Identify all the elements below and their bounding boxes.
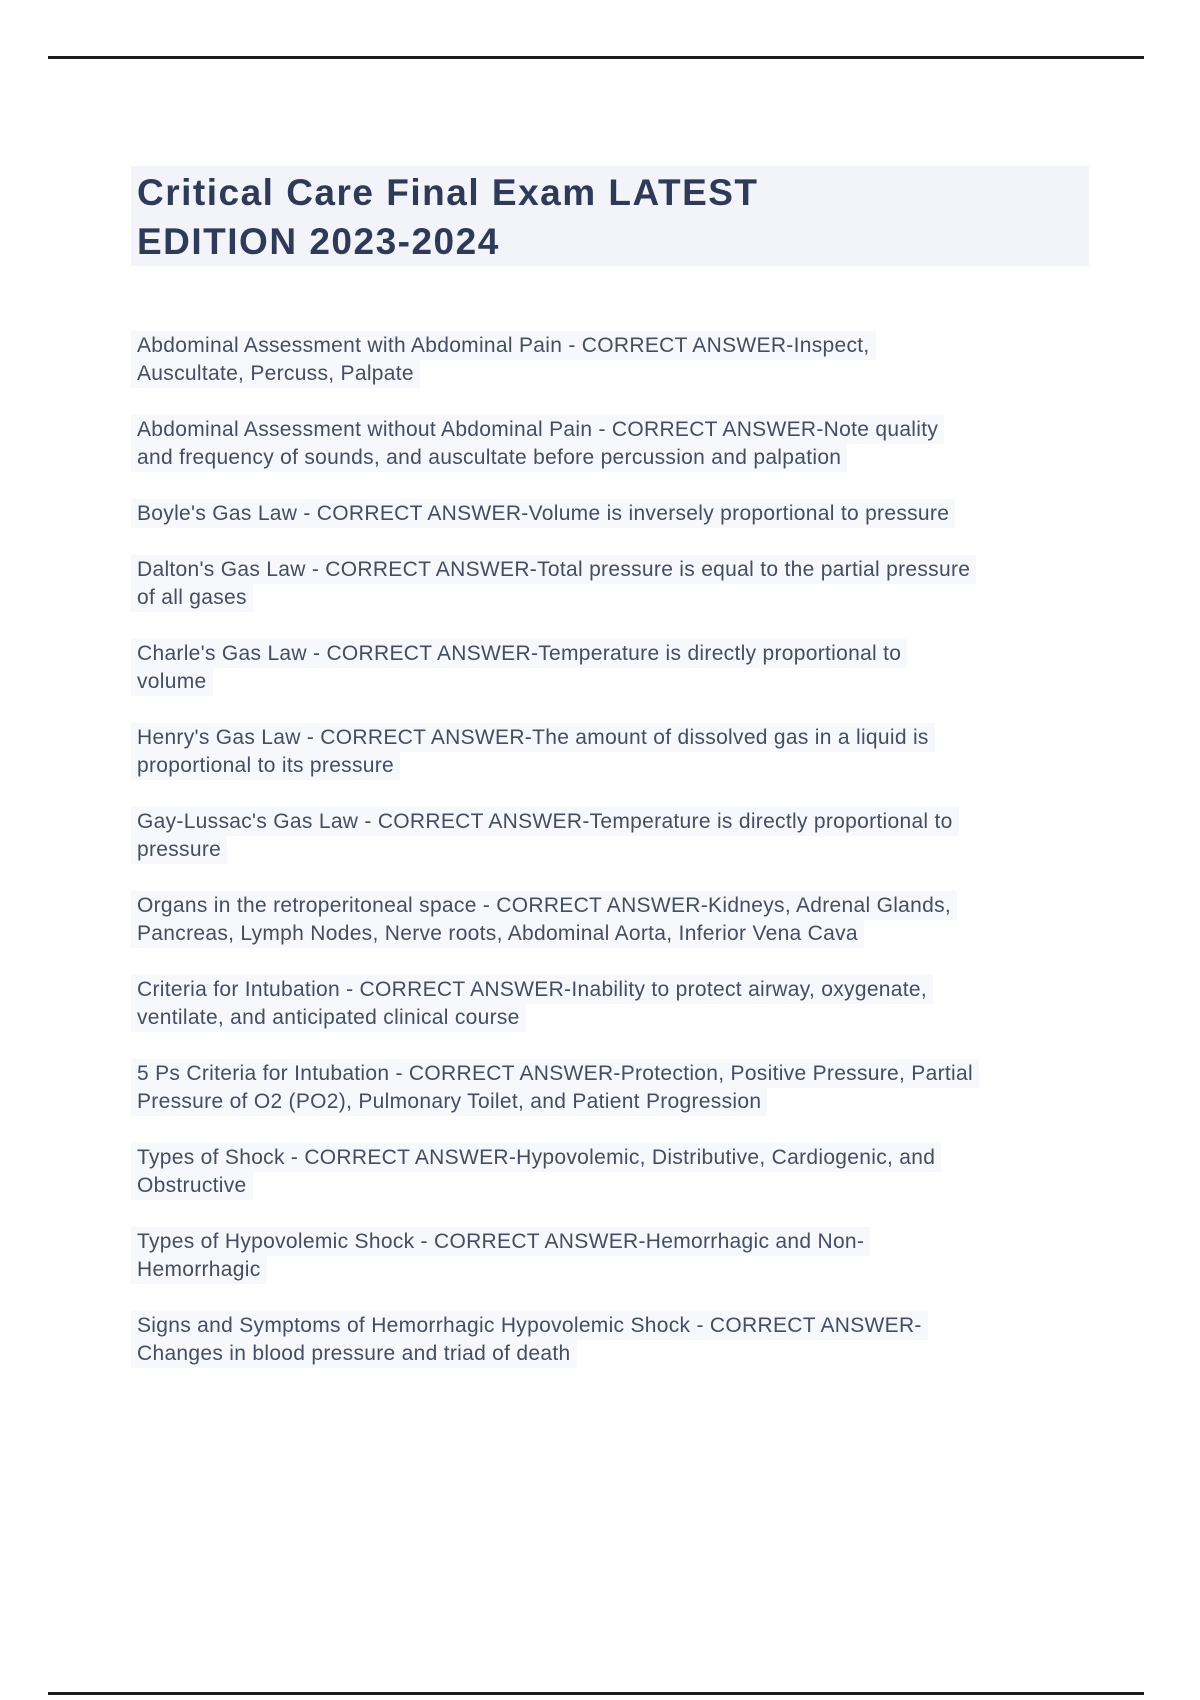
- qa-line-text: Henry's Gas Law - CORRECT ANSWER-The amount of dissolved gas in a liquid is: [131, 723, 935, 752]
- qa-line: [137, 1312, 1107, 1340]
- qa-line: [137, 1088, 1107, 1116]
- page-title-line-2: EDITION 2023-2024: [137, 221, 500, 262]
- qa-line-text: of all gases: [131, 583, 253, 612]
- qa-line: [137, 584, 1107, 612]
- qa-line: [137, 1060, 1107, 1088]
- qa-line: [137, 444, 1107, 472]
- qa-line-text: Pressure of O2 (PO2), Pulmonary Toilet, and Patient Progression: [131, 1087, 767, 1116]
- qa-item: [137, 724, 1107, 780]
- qa-line: [137, 1004, 1107, 1032]
- qa-line: [137, 1340, 1107, 1368]
- page-title: [137, 168, 1089, 266]
- qa-line: [137, 1256, 1107, 1284]
- qa-line-text: Dalton's Gas Law - CORRECT ANSWER-Total pressure is equal to the partial pressure: [131, 555, 976, 584]
- qa-line-text: Types of Shock - CORRECT ANSWER-Hypovolemic, Distributive, Cardiogenic, and: [131, 1143, 941, 1172]
- qa-line-text: proportional to its pressure: [131, 751, 400, 780]
- qa-line: [137, 1144, 1107, 1172]
- qa-item: [137, 416, 1107, 472]
- qa-line-text: Pancreas, Lymph Nodes, Nerve roots, Abdominal Aorta, Inferior Vena Cava: [131, 919, 864, 948]
- qa-item: [137, 1228, 1107, 1284]
- qa-item: [137, 892, 1107, 948]
- document-content: [137, 166, 1107, 1396]
- qa-item: [137, 1312, 1107, 1368]
- qa-line: [137, 556, 1107, 584]
- bottom-border-rule: [48, 1692, 1144, 1695]
- qa-line: [137, 1228, 1107, 1256]
- qa-line-text: Auscultate, Percuss, Palpate: [131, 359, 420, 388]
- qa-line-text: and frequency of sounds, and auscultate before percussion and palpation: [131, 443, 847, 472]
- qa-line-text: Organs in the retroperitoneal space - CORRECT ANSWER-Kidneys, Adrenal Glands,: [131, 891, 957, 920]
- qa-list: [137, 332, 1107, 1368]
- qa-line-text: Criteria for Intubation - CORRECT ANSWER-Inability to protect airway, oxygenate,: [131, 975, 933, 1004]
- qa-line-text: Boyle's Gas Law - CORRECT ANSWER-Volume is inversely proportional to pressure: [131, 499, 955, 528]
- qa-item: [137, 1144, 1107, 1200]
- qa-line: [137, 724, 1107, 752]
- qa-line-text: pressure: [131, 835, 227, 864]
- qa-line-text: volume: [131, 667, 213, 696]
- qa-line-text: Obstructive: [131, 1171, 253, 1200]
- qa-item: [137, 976, 1107, 1032]
- qa-line-text: 5 Ps Criteria for Intubation - CORRECT ANSWER-Protection, Positive Pressure, Partial: [131, 1059, 979, 1088]
- qa-line: [137, 752, 1107, 780]
- page-title-line-1: Critical Care Final Exam LATEST: [137, 172, 759, 213]
- qa-item: [137, 556, 1107, 612]
- qa-line: [137, 500, 1107, 528]
- qa-line-text: Signs and Symptoms of Hemorrhagic Hypovolemic Shock - CORRECT ANSWER-: [131, 1311, 928, 1340]
- qa-line: [137, 640, 1107, 668]
- qa-item: [137, 808, 1107, 864]
- qa-line-text: Hemorrhagic: [131, 1255, 267, 1284]
- title-highlight-block: [131, 166, 1089, 266]
- qa-line-text: Charle's Gas Law - CORRECT ANSWER-Temperature is directly proportional to: [131, 639, 907, 668]
- qa-line: [137, 416, 1107, 444]
- qa-line: [137, 836, 1107, 864]
- qa-line: [137, 808, 1107, 836]
- qa-item: [137, 640, 1107, 696]
- qa-line-text: Changes in blood pressure and triad of death: [131, 1339, 577, 1368]
- qa-line-text: Types of Hypovolemic Shock - CORRECT ANSWER-Hemorrhagic and Non-: [131, 1227, 870, 1256]
- qa-line: [137, 332, 1107, 360]
- qa-item: [137, 1060, 1107, 1116]
- qa-line-text: Gay-Lussac's Gas Law - CORRECT ANSWER-Temperature is directly proportional to: [131, 807, 959, 836]
- qa-line-text: Abdominal Assessment without Abdominal Pain - CORRECT ANSWER-Note quality: [131, 415, 944, 444]
- qa-line-text: ventilate, and anticipated clinical course: [131, 1003, 526, 1032]
- qa-item: [137, 332, 1107, 388]
- qa-line: [137, 920, 1107, 948]
- qa-line: [137, 976, 1107, 1004]
- top-border-rule: [48, 56, 1144, 59]
- qa-line-text: Abdominal Assessment with Abdominal Pain - CORRECT ANSWER-Inspect,: [131, 331, 876, 360]
- qa-line: [137, 360, 1107, 388]
- qa-item: [137, 500, 1107, 528]
- qa-line: [137, 1172, 1107, 1200]
- qa-line: [137, 892, 1107, 920]
- qa-line: [137, 668, 1107, 696]
